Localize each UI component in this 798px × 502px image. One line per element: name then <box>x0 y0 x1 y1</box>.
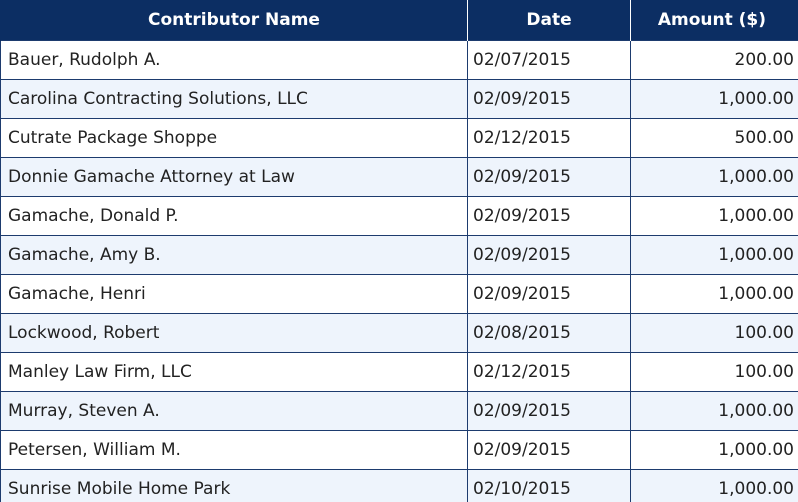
amount-cell: 1,000.00 <box>631 236 798 275</box>
table-body <box>1 41 798 502</box>
contributor-name-cell: Cutrate Package Shoppe <box>1 119 468 158</box>
table-row <box>1 197 798 236</box>
column-header-date[interactable]: Date <box>468 0 631 41</box>
table-row <box>1 275 798 314</box>
date-cell: 02/09/2015 <box>468 236 631 275</box>
date-cell: 02/09/2015 <box>468 392 631 431</box>
amount-cell: 1,000.00 <box>631 275 798 314</box>
contributor-name-cell: Sunrise Mobile Home Park <box>1 470 468 502</box>
amount-cell: 1,000.00 <box>631 431 798 470</box>
amount-cell: 200.00 <box>631 41 798 80</box>
amount-cell: 100.00 <box>631 353 798 392</box>
table-header <box>1 0 798 41</box>
contributor-name-cell: Manley Law Firm, LLC <box>1 353 468 392</box>
column-header-contributor-name[interactable]: Contributor Name <box>1 0 468 41</box>
amount-cell: 1,000.00 <box>631 392 798 431</box>
table-row <box>1 41 798 80</box>
contributor-name-cell: Bauer, Rudolph A. <box>1 41 468 80</box>
date-cell: 02/09/2015 <box>468 158 631 197</box>
contributor-name-cell: Gamache, Henri <box>1 275 468 314</box>
date-cell: 02/09/2015 <box>468 80 631 119</box>
contributor-name-cell: Carolina Contracting Solutions, LLC <box>1 80 468 119</box>
amount-cell: 1,000.00 <box>631 80 798 119</box>
table-row <box>1 353 798 392</box>
contributor-name-cell: Gamache, Amy B. <box>1 236 468 275</box>
date-cell: 02/07/2015 <box>468 41 631 80</box>
amount-cell: 100.00 <box>631 314 798 353</box>
contributor-name-cell: Donnie Gamache Attorney at Law <box>1 158 468 197</box>
table-row <box>1 392 798 431</box>
table-row <box>1 314 798 353</box>
date-cell: 02/10/2015 <box>468 470 631 502</box>
date-cell: 02/08/2015 <box>468 314 631 353</box>
contributor-name-cell: Petersen, William M. <box>1 431 468 470</box>
table-row <box>1 80 798 119</box>
table-row <box>1 470 798 502</box>
date-cell: 02/09/2015 <box>468 275 631 314</box>
amount-cell: 1,000.00 <box>631 470 798 502</box>
date-cell: 02/12/2015 <box>468 119 631 158</box>
amount-cell: 500.00 <box>631 119 798 158</box>
table-row <box>1 431 798 470</box>
table-row <box>1 236 798 275</box>
header-row <box>1 0 798 41</box>
column-header-amount[interactable]: Amount ($) <box>631 0 798 41</box>
amount-cell: 1,000.00 <box>631 197 798 236</box>
date-cell: 02/09/2015 <box>468 431 631 470</box>
table-row <box>1 158 798 197</box>
contributor-name-cell: Lockwood, Robert <box>1 314 468 353</box>
contributor-name-cell: Gamache, Donald P. <box>1 197 468 236</box>
amount-cell: 1,000.00 <box>631 158 798 197</box>
date-cell: 02/12/2015 <box>468 353 631 392</box>
date-cell: 02/09/2015 <box>468 197 631 236</box>
contributor-name-cell: Murray, Steven A. <box>1 392 468 431</box>
table-row <box>1 119 798 158</box>
